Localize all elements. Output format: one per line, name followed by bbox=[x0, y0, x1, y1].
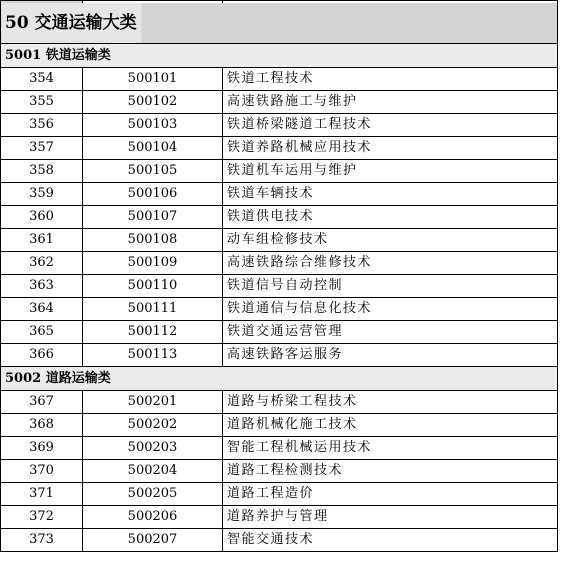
category-title[interactable]: 50 交通运输大类 bbox=[1, 3, 558, 44]
serial-number-cell[interactable]: 356 bbox=[1, 114, 83, 137]
serial-number-cell[interactable]: 370 bbox=[1, 460, 83, 483]
table-row bbox=[1, 506, 558, 529]
major-name-cell[interactable]: 铁道供电技术 bbox=[223, 206, 558, 229]
major-name-cell[interactable]: 高速铁路客运服务 bbox=[223, 344, 558, 367]
major-code-cell[interactable]: 500101 bbox=[83, 68, 223, 91]
major-code-cell[interactable]: 500202 bbox=[83, 414, 223, 437]
major-name-cell[interactable]: 智能交通技术 bbox=[223, 529, 558, 552]
table-row bbox=[1, 414, 558, 437]
table-row bbox=[1, 160, 558, 183]
major-name-cell[interactable]: 道路工程检测技术 bbox=[223, 460, 558, 483]
major-name-cell[interactable]: 铁道车辆技术 bbox=[223, 183, 558, 206]
major-name-cell[interactable]: 铁道通信与信息化技术 bbox=[223, 298, 558, 321]
serial-number-cell[interactable]: 372 bbox=[1, 506, 83, 529]
serial-number-cell[interactable]: 364 bbox=[1, 298, 83, 321]
serial-number-cell[interactable]: 363 bbox=[1, 275, 83, 298]
major-name-cell[interactable]: 铁道养路机械应用技术 bbox=[223, 137, 558, 160]
serial-number-cell[interactable]: 355 bbox=[1, 91, 83, 114]
major-code-cell[interactable]: 500107 bbox=[83, 206, 223, 229]
major-code-cell[interactable]: 500109 bbox=[83, 252, 223, 275]
table-row bbox=[1, 529, 558, 552]
major-name-cell[interactable]: 高速铁路施工与维护 bbox=[223, 91, 558, 114]
serial-number-cell[interactable]: 365 bbox=[1, 321, 83, 344]
group-heading-row bbox=[1, 367, 558, 391]
major-code-cell[interactable]: 500206 bbox=[83, 506, 223, 529]
serial-number-cell[interactable]: 367 bbox=[1, 391, 83, 414]
table-row bbox=[1, 483, 558, 506]
major-code-cell[interactable]: 500201 bbox=[83, 391, 223, 414]
group-heading-row bbox=[1, 44, 558, 68]
serial-number-cell[interactable]: 371 bbox=[1, 483, 83, 506]
table-row bbox=[1, 229, 558, 252]
serial-number-cell[interactable]: 368 bbox=[1, 414, 83, 437]
major-code-cell[interactable]: 500105 bbox=[83, 160, 223, 183]
group-heading[interactable]: 5001 铁道运输类 bbox=[1, 44, 558, 68]
major-code-cell[interactable]: 500104 bbox=[83, 137, 223, 160]
table-row bbox=[1, 206, 558, 229]
table-row bbox=[1, 137, 558, 160]
major-name-cell[interactable]: 铁道机车运用与维护 bbox=[223, 160, 558, 183]
table-row bbox=[1, 321, 558, 344]
major-code-cell[interactable]: 500111 bbox=[83, 298, 223, 321]
major-code-cell[interactable]: 500113 bbox=[83, 344, 223, 367]
group-heading[interactable]: 5002 道路运输类 bbox=[1, 367, 558, 391]
table-row bbox=[1, 460, 558, 483]
major-code-cell[interactable]: 500205 bbox=[83, 483, 223, 506]
table-row bbox=[1, 91, 558, 114]
serial-number-cell[interactable]: 361 bbox=[1, 229, 83, 252]
major-code-cell[interactable]: 500108 bbox=[83, 229, 223, 252]
category-title-row bbox=[1, 3, 558, 44]
table-row bbox=[1, 183, 558, 206]
major-name-cell[interactable]: 道路养护与管理 bbox=[223, 506, 558, 529]
major-code-cell[interactable]: 500102 bbox=[83, 91, 223, 114]
major-name-cell[interactable]: 道路机械化施工技术 bbox=[223, 414, 558, 437]
serial-number-cell[interactable]: 360 bbox=[1, 206, 83, 229]
major-code-cell[interactable]: 500112 bbox=[83, 321, 223, 344]
major-code-cell[interactable]: 500207 bbox=[83, 529, 223, 552]
table-row bbox=[1, 298, 558, 321]
major-name-cell[interactable]: 高速铁路综合维修技术 bbox=[223, 252, 558, 275]
table-row bbox=[1, 275, 558, 298]
major-name-cell[interactable]: 动车组检修技术 bbox=[223, 229, 558, 252]
serial-number-cell[interactable]: 369 bbox=[1, 437, 83, 460]
serial-number-cell[interactable]: 358 bbox=[1, 160, 83, 183]
table-body bbox=[1, 1, 558, 552]
serial-number-cell[interactable]: 359 bbox=[1, 183, 83, 206]
serial-number-cell[interactable]: 354 bbox=[1, 68, 83, 91]
table-row bbox=[1, 252, 558, 275]
table-row bbox=[1, 437, 558, 460]
table-row bbox=[1, 391, 558, 414]
table-row bbox=[1, 344, 558, 367]
serial-number-cell[interactable]: 366 bbox=[1, 344, 83, 367]
major-name-cell[interactable]: 道路工程造价 bbox=[223, 483, 558, 506]
major-name-cell[interactable]: 铁道桥梁隧道工程技术 bbox=[223, 114, 558, 137]
major-name-cell[interactable]: 智能工程机械运用技术 bbox=[223, 437, 558, 460]
table-row bbox=[1, 114, 558, 137]
major-code-cell[interactable]: 500203 bbox=[83, 437, 223, 460]
major-name-cell[interactable]: 铁道工程技术 bbox=[223, 68, 558, 91]
serial-number-cell[interactable]: 373 bbox=[1, 529, 83, 552]
major-code-cell[interactable]: 500110 bbox=[83, 275, 223, 298]
major-name-cell[interactable]: 道路与桥梁工程技术 bbox=[223, 391, 558, 414]
serial-number-cell[interactable]: 362 bbox=[1, 252, 83, 275]
serial-number-cell[interactable]: 357 bbox=[1, 137, 83, 160]
table-row bbox=[1, 68, 558, 91]
major-name-cell[interactable]: 铁道交通运营管理 bbox=[223, 321, 558, 344]
major-code-cell[interactable]: 500204 bbox=[83, 460, 223, 483]
major-code-cell[interactable]: 500106 bbox=[83, 183, 223, 206]
major-code-cell[interactable]: 500103 bbox=[83, 114, 223, 137]
major-name-cell[interactable]: 铁道信号自动控制 bbox=[223, 275, 558, 298]
